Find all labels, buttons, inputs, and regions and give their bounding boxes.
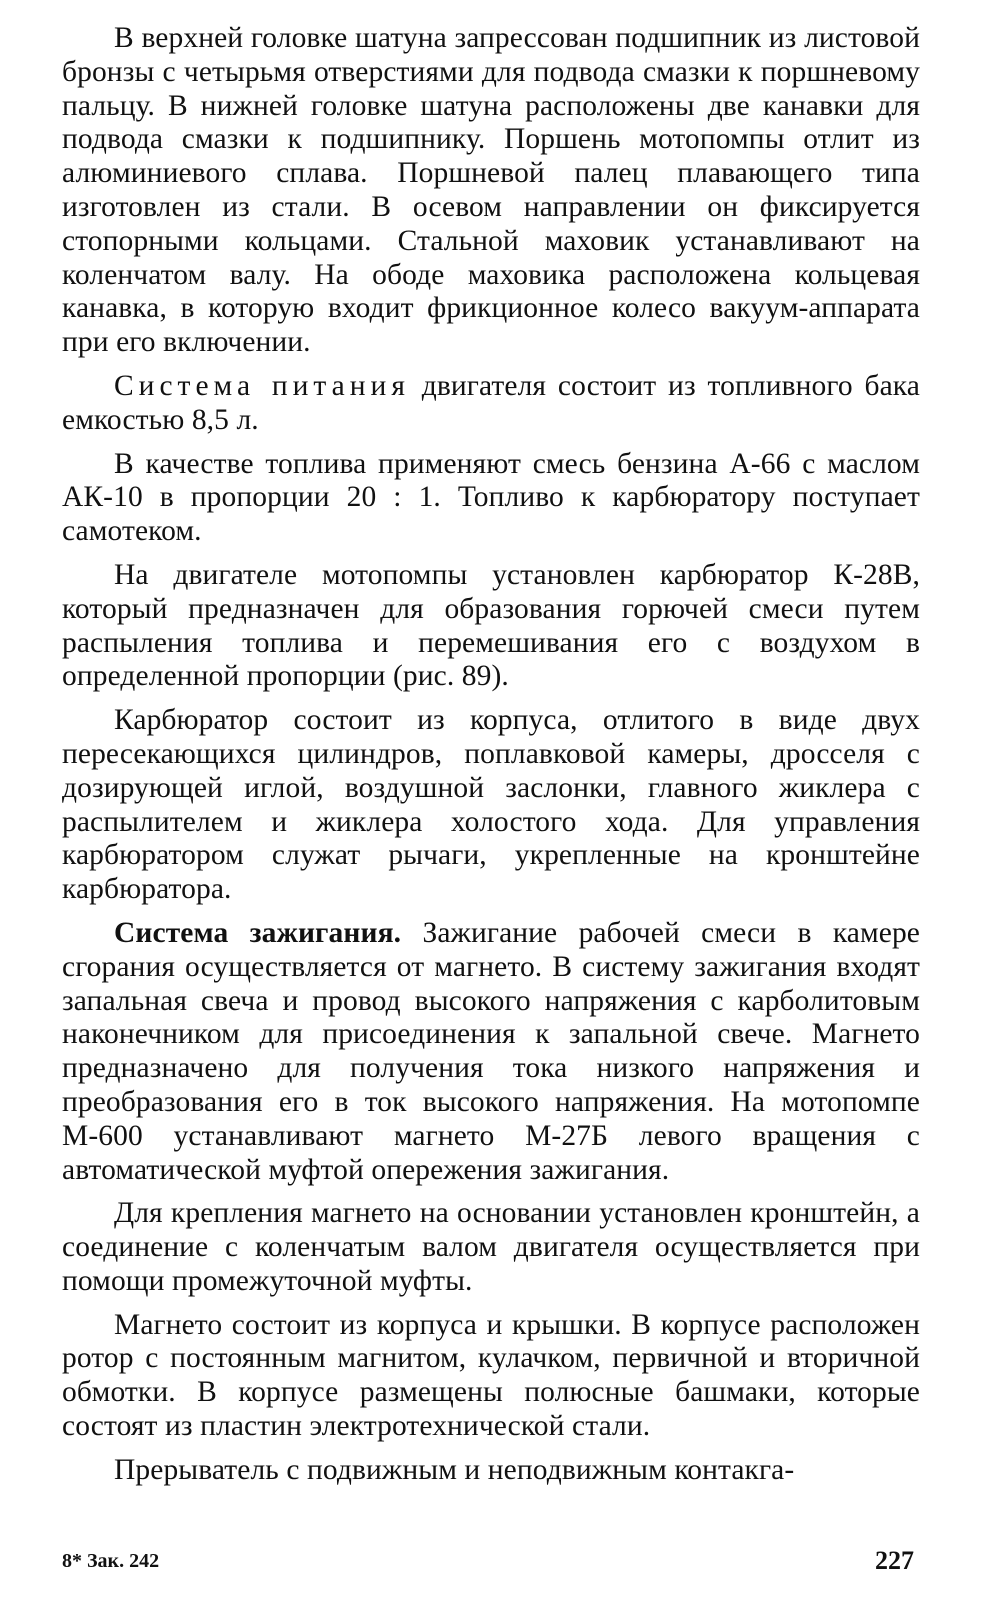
- paragraph-carburetor-k28v: На двигателе мотопомпы установлен карбюратор К-28В, который предназначен для образования горючей смеси путем распыления топлива и перемешивания его с воздухом в определенной пропорции (рис. 89).: [62, 558, 920, 693]
- page-body: [62, 22, 920, 1498]
- ignition-system-heading: Система зажигания.: [114, 916, 402, 949]
- ignition-system-text: Зажигание рабочей смеси в камере сгорания осуществляется от магнето. В систему зажигания входят запальная свеча и провод высокого напряжения с карболитовым наконечником для присоединения к запальной свече. Магнето предназначено для получения тока низкого напряжения и преобразования его в ток высокого напряжения. На мотопомпе М-600 устанавливают магнето М-27Б левого вращения с автоматической муфтой опережения зажигания.: [62, 916, 920, 1186]
- paragraph-connecting-rod-piston: В верхней головке шатуна запрессован подшипник из листовой бронзы с четырьмя отверстиями для подвода смазки к поршневому пальцу. В нижней головке шатуна расположены две канавки для подвода смазки к подшипнику. Поршень мотопомпы отлит из алюминиевого сплава. Поршневой палец плавающего типа изготовлен из стали. В осевом направлении он фиксируется стопорными кольцами. Стальной маховик устанавливают на коленчатом валу. На ободе маховика расположена кольцевая канавка, в которую входит фрикционное колесо вакуум-аппарата при его включении.: [62, 22, 920, 359]
- paragraph-fuel-mixture: В качестве топлива применяют смесь бензина А-66 с маслом АК-10 в пропорции 20 : 1. Топливо к карбюратору поступает самотеком.: [62, 447, 920, 548]
- paragraph-carburetor-parts: Карбюратор состоит из корпуса, отлитого в виде двух пересекающихся цилиндров, поплавковой камеры, дросселя с дозирующей иглой, воздушной заслонки, главного жиклера с распылителем и жиклера холостого хода. Для управления карбюратором служат рычаги, укрепленные на кронштейне карбюратора.: [62, 704, 920, 906]
- paragraph-magneto-bracket: Для крепления магнето на основании установлен кронштейн, а соединение с коленчатым валом двигателя осуществляется при помощи промежуточной муфты.: [62, 1197, 920, 1297]
- fuel-system-spaced-term: Система питания: [114, 369, 410, 402]
- fuel-system-text: двигателя состоит из топливного бака емкостью 8,5 л.: [62, 369, 920, 436]
- page-number: 227: [875, 1546, 914, 1575]
- paragraph-fuel-system: [62, 370, 920, 438]
- page-footer: [62, 1546, 920, 1580]
- paragraph-magneto-structure: Магнето состоит из корпуса и крышки. В корпусе расположен ротор с постоянным магнитом, кулачком, первичной и вторичной обмотки. В корпусе размещены полюсные башмаки, которые состоят из пластин электротехнической стали.: [62, 1308, 920, 1443]
- signature-mark: 8* Зак. 242: [62, 1550, 160, 1572]
- paragraph-breaker: Прерыватель с подвижным и неподвижным контакга-: [114, 1453, 795, 1486]
- paragraph-ignition-system: [62, 917, 920, 1187]
